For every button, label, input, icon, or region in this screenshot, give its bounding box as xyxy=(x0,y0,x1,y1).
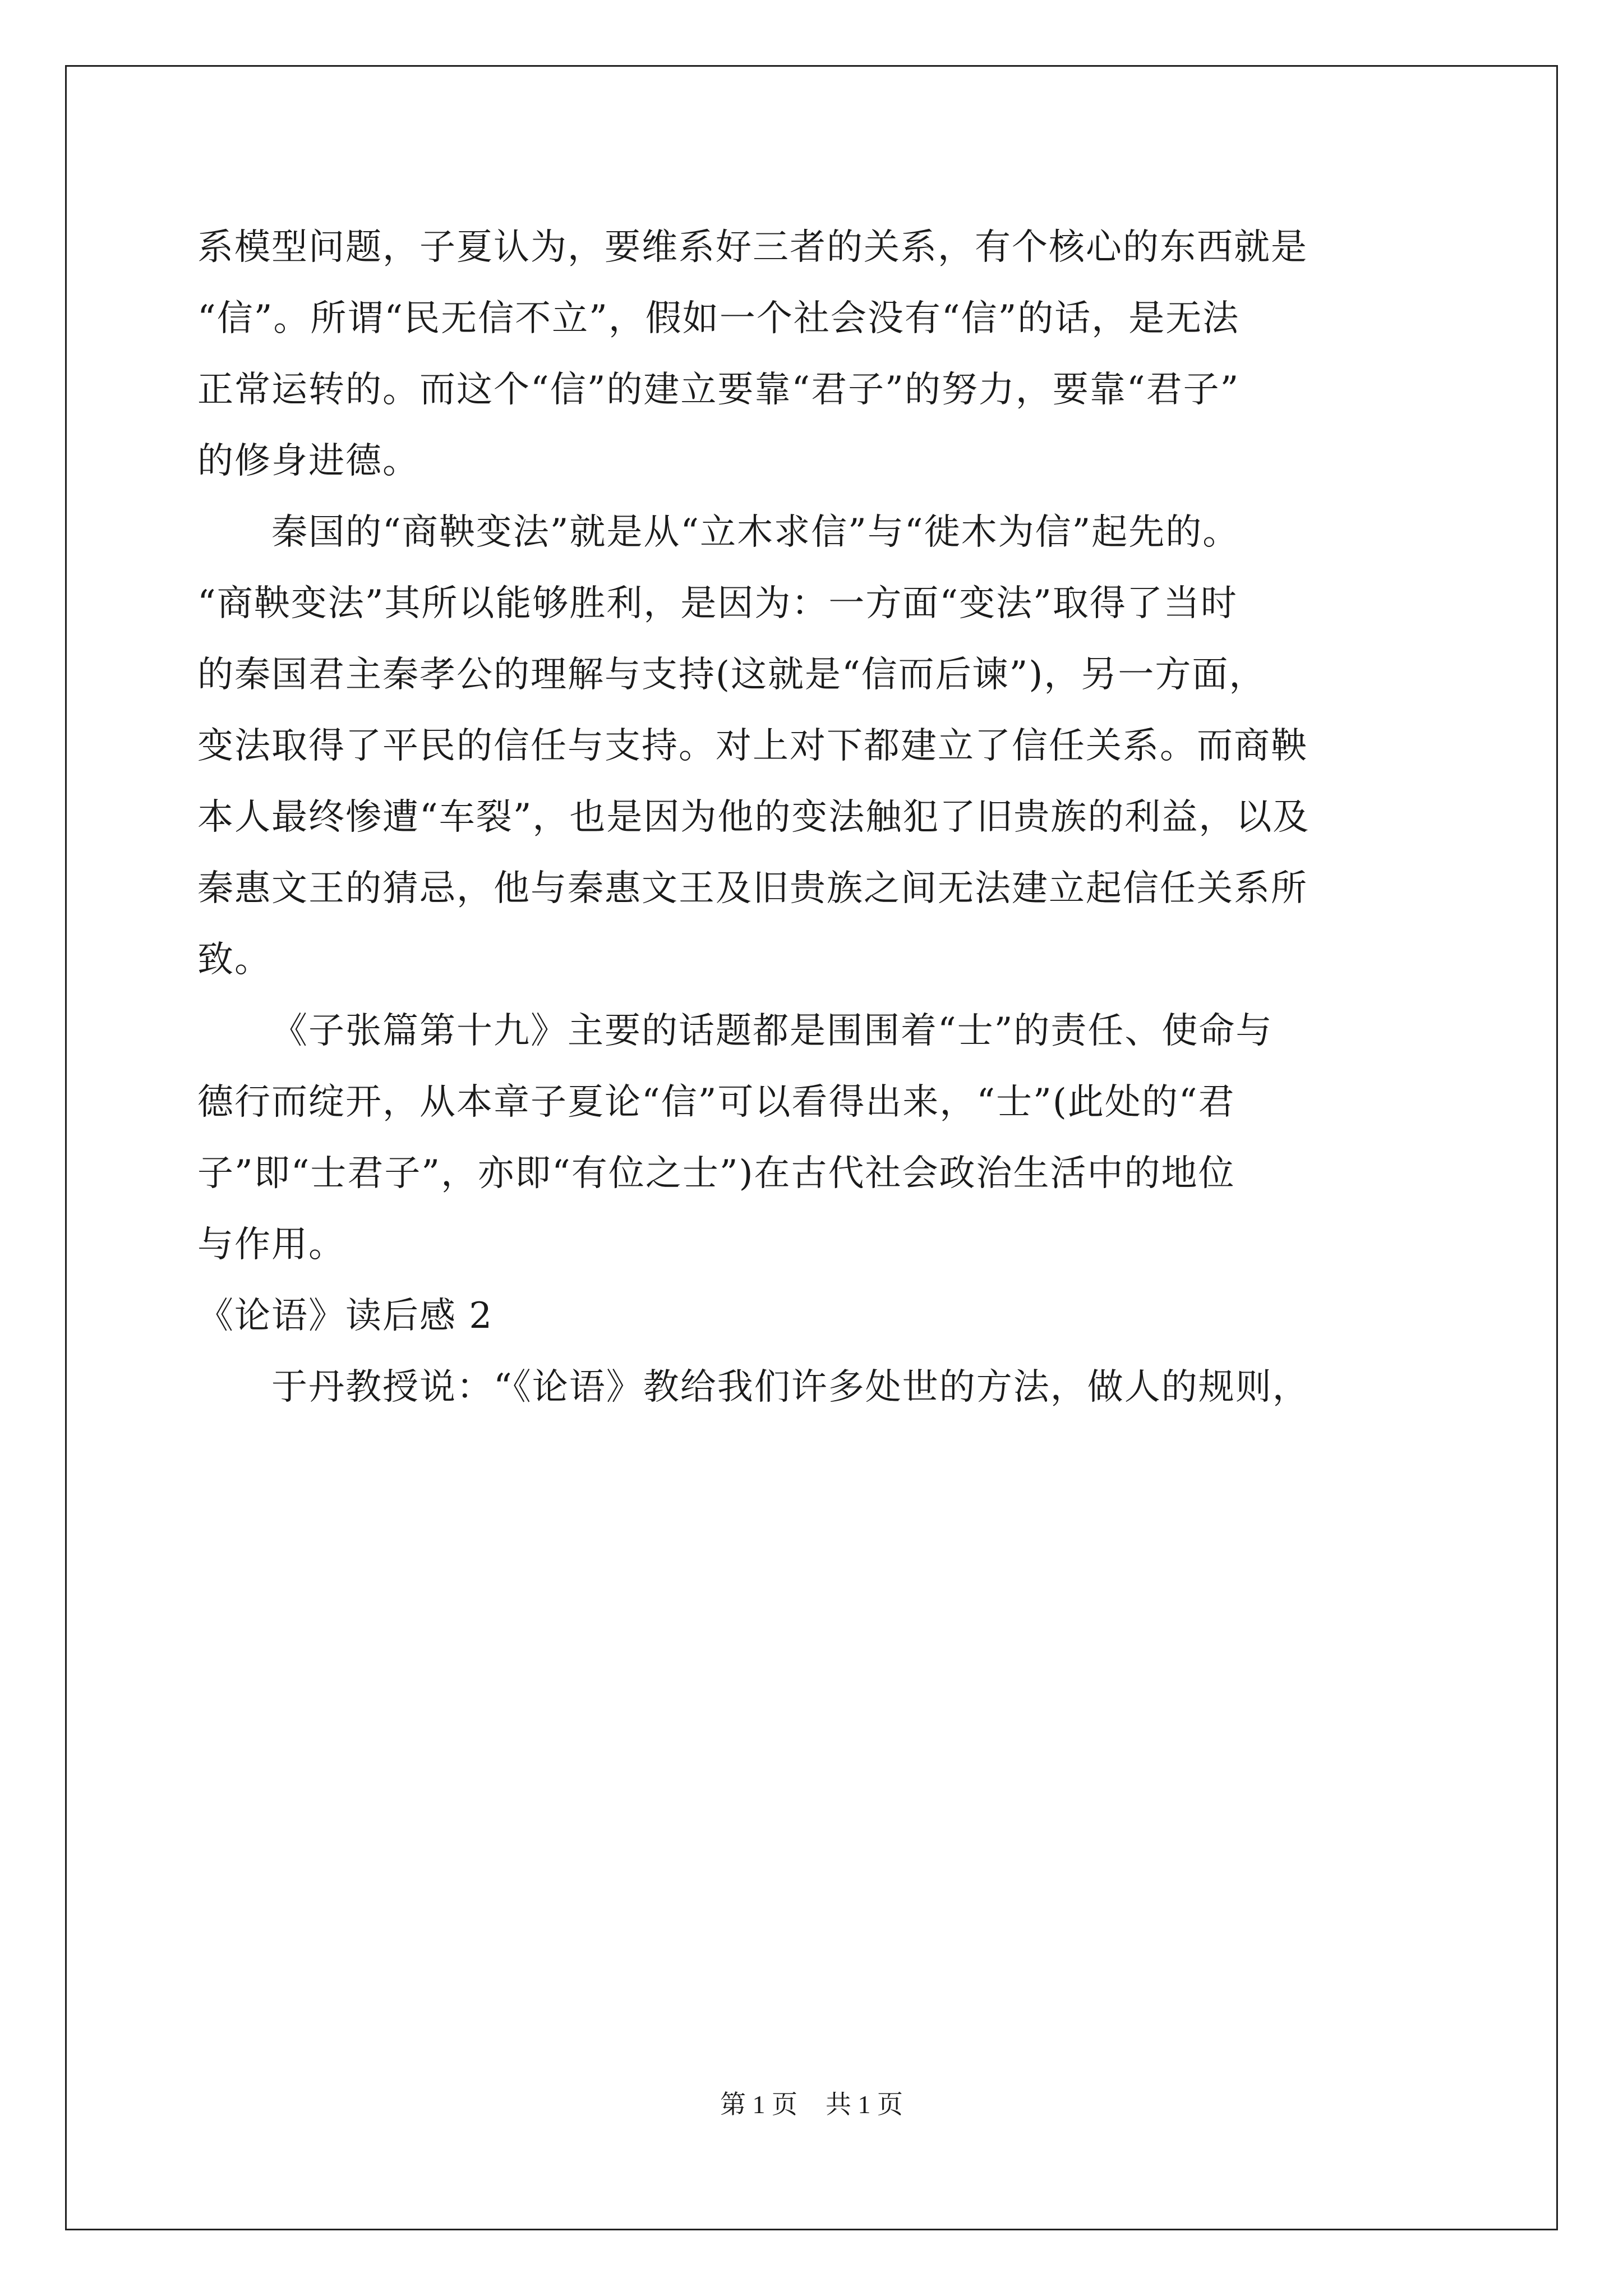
paragraph-line: 的修身进德。 xyxy=(197,440,419,482)
paragraph-line: 秦国的“商鞅变法”就是从“立木求信”与“徙木为信”起先的。 xyxy=(271,512,1240,553)
paragraph-line: 《子张篇第十九》主要的话题都是围围着“士”的责任、使命与 xyxy=(271,1010,1273,1052)
paragraph-line: 与作用。 xyxy=(197,1224,345,1266)
paragraph-line: 秦惠文王的猜忌，他与秦惠文王及旧贵族之间无法建立起信任关系所 xyxy=(197,868,1308,909)
page-number-total: 共 1 页 xyxy=(826,2090,903,2119)
paragraph-line: 本人最终惨遭“车裂”，也是因为他的变法触犯了旧贵族的利益，以及 xyxy=(197,797,1310,838)
paragraph-line: “信”。所谓“民无信不立”，假如一个社会没有“信”的话，是无法 xyxy=(197,298,1240,339)
page-footer xyxy=(0,2088,1623,2122)
paragraph-line: 致。 xyxy=(197,939,271,981)
paragraph-line: 德行而绽开，从本章子夏论“信”可以看得出来，“士”(此处的“君 xyxy=(197,1082,1235,1123)
paragraph-line: 系模型问题，子夏认为，要维系好三者的关系，有个核心的东西就是 xyxy=(197,227,1308,268)
section-heading: 《论语》读后感 2 xyxy=(197,1295,494,1337)
page-number-current: 第 1 页 xyxy=(720,2090,797,2119)
document-body xyxy=(197,212,1448,1423)
paragraph-line: 子”即“士君子”，亦即“有位之士”)在古代社会政治生活中的地位 xyxy=(197,1153,1235,1194)
paragraph-line: “商鞅变法”其所以能够胜利，是因为：一方面“变法”取得了当时 xyxy=(197,583,1238,624)
paragraph-line: 正常运转的。而这个“信”的建立要靠“君子”的努力，要靠“君子” xyxy=(197,369,1240,411)
paragraph-line: 于丹教授说：“《论语》教给我们许多处世的方法，做人的规则， xyxy=(271,1366,1310,1408)
paragraph-line: 变法取得了平民的信任与支持。对上对下都建立了信任关系。而商鞅 xyxy=(197,725,1308,767)
paragraph-line: 的秦国君主秦孝公的理解与支持(这就是“信而后谏”)，另一方面， xyxy=(197,654,1266,696)
